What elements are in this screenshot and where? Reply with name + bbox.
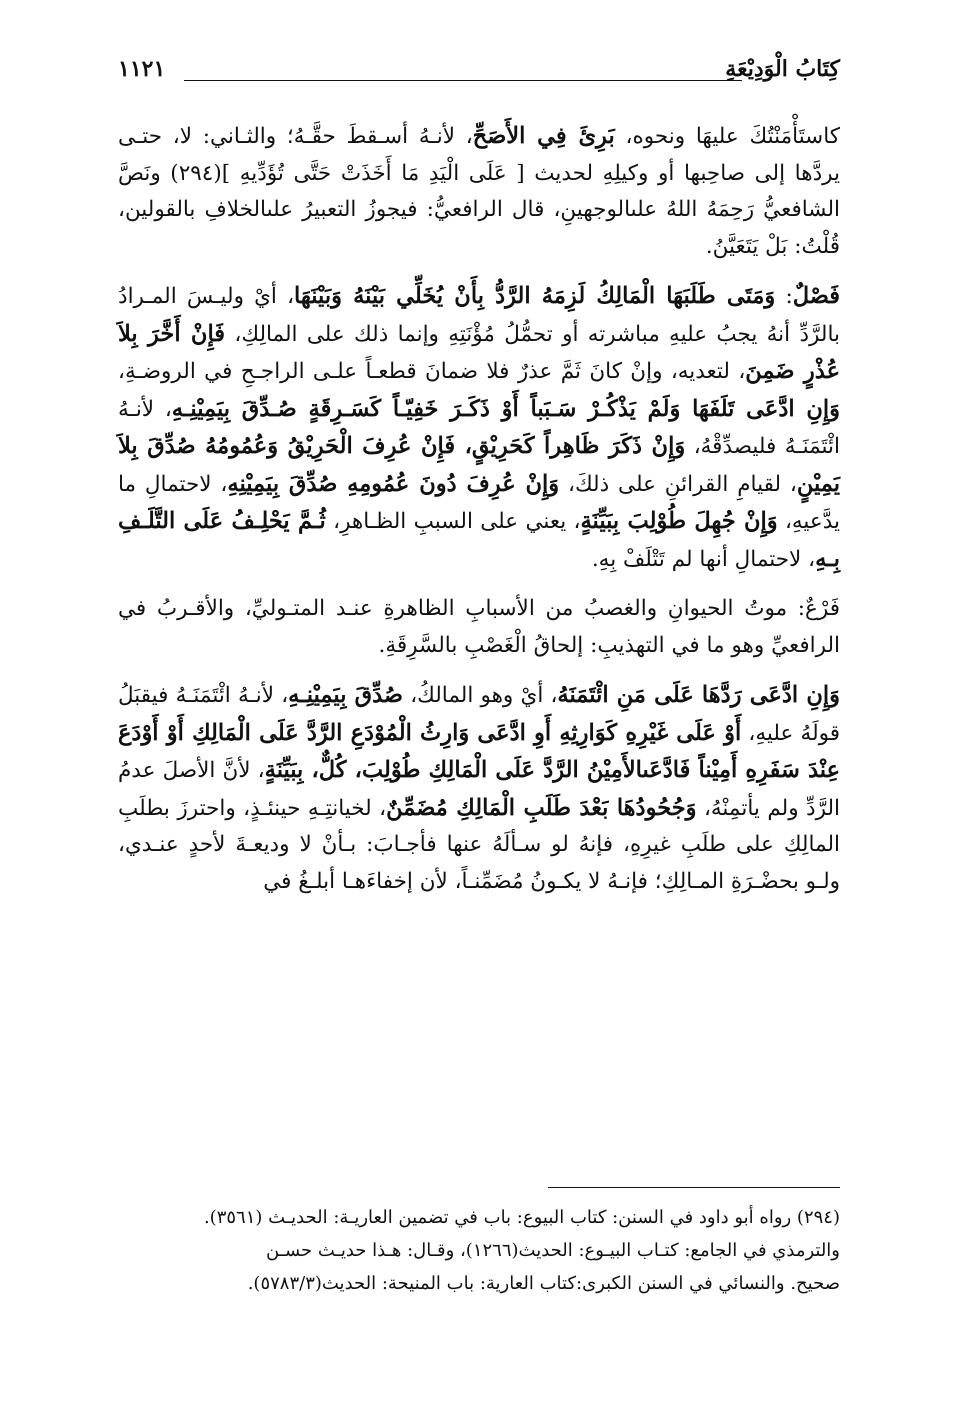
commentary-text: : بَلْ يَتَعَيَّنُ.	[705, 233, 802, 259]
paragraph	[118, 118, 840, 265]
page-header	[118, 56, 840, 96]
matn-text: فَإِنْ أَخَّرَ بِلاَ عُذْرٍ ضَمِنَ	[118, 320, 840, 384]
paragraph	[118, 591, 840, 664]
matn-text: فَصْلٌ	[792, 283, 840, 309]
commentary-text: ، لأنـهُ ائْتَمَنَـهُ فليصدِّقْهُ،	[118, 396, 840, 459]
footnote-line: والترمذي في الجامع: كتـاب البيـوع: الحديث(١٢٦٦)، وقـال: هـذا حديـث حسـن	[266, 1240, 840, 1261]
commentary-text: ، لأنَّ الأصلَ عدمُ الرَّدِّ ولم يأتمِنْهُ،	[118, 758, 841, 821]
footnote-line: (٢٩٤) رواه أبو داود في السنن: كتاب البيوع: باب في تضمين العاريـة: الحديـث (٣٥٦١).	[203, 1207, 840, 1228]
commentary-text: فَرْعٌ: موتُ الحيوانِ والغصبُ من الأسبابِ الظاهرةِ عنـد المتـوليِّ، والأقـربُ في الرافعيِّ وهو ما في التهذيبِ: إلحاقُ الْغَصْبِ بالسَّرِقَةِ.	[118, 596, 840, 658]
commentary-text: ، لاحتمالِ أنها لم تَتْلَفْ بِهِ.	[591, 546, 816, 572]
matn-text: وَمَتَى طَلَبَهَا الْمَالِكُ لَزِمَهُ الرَّدُّ بِأَنْ يُخَلِّي بَيْنَهُ وَبَيْنَهَا	[294, 283, 776, 309]
matn-text: وَإِنْ عُرِفَ دُونَ عُمُومِهِ صُدِّقَ بِيَمِيْنِهِ	[227, 470, 560, 497]
page-number: ١١٢١	[118, 56, 166, 82]
footnote-line: صحيح. والنسائي في السنن الكبرى:كتاب العارية: باب المنيحة: الحديث(٥٧٨٣/٣).	[247, 1273, 840, 1294]
commentary-text: ، أيْ وهو المالكُ،	[403, 683, 558, 708]
chapter-title: كِتَابُ الْوَدِيْعَةِ	[725, 56, 840, 82]
commentary-text: ، لاحتمالِ ما يدَّعيهِ،	[118, 471, 840, 534]
matn-text: وَإِنْ ذَكَرَ ظَاهِراً كَحَرِيْقٍ، فَإِنْ عُرِفَ الْحَرِيْقُ وَعُمُومُهُ صُدِّقَ بِلاَ يَمِيْنٍ	[118, 433, 840, 497]
paragraph	[118, 677, 840, 900]
matn-text: وَإِنِ ادَّعَى تَلَفَهَا وَلَمْ يَذْكُـرْ سَـبَباً أَوْ ذَكَـرَ خَفِيّـاً كَسَـرِقَةٍ صُـدِّقَ بِيَمِيْنِـهِ	[171, 395, 840, 422]
commentary-text: ، يعني على السببِ الظـاهرِ،	[325, 509, 581, 534]
matn-text: صُدِّقَ بِيَمِيْنِـهِ	[288, 682, 404, 708]
commentary-text: ، لقيامِ القرائنِ على ذلكَ،	[559, 471, 797, 497]
footnote-separator	[548, 1187, 840, 1188]
header-rule	[184, 80, 742, 81]
commentary-text: ، لخيانتِـهِ حينئـذٍ، واحترزَ بطلَبِ المالِكِ على طلَبِ غيرِهِ، فإنهُ لو سـألَهُ عنها فأجـابَ: بـأنْ لا وديعـةَ لأحدٍ عنـدي، ولـو بحضْـرَةِ المـالِكِ؛ فإنـهُ لا يكـونُ مُضَمِّنـاً، لأن إخفاءَهـا أبلـغُ في	[118, 795, 840, 894]
matn-text: أَوْ عَلَى غَيْرِهِ كَوَارِثِهِ أَوِ ادَّعَى وَارِثُ الْمُوْدَعِ الرَّدَّ عَلَى الْمَالِكِ أَوْ أَوْدَعَ عِنْدَ سَفَرِهِ أَمِيْناً فَادَّعَىالأَمِيْنُ الرَّدَّ عَلَى الْمَالِكِ طُوْلِبَ، كُلٌّ، بِبَيِّنَةٍ	[118, 719, 840, 783]
matn-text: بَرِئَ فِي الأَصَحِّ	[472, 123, 615, 149]
commentary-text: ، أيْ وليـسَ المـرادُ بالرَّدِّ أنهُ يجبُ عليهِ مباشرته أو تحمُّلُ مُؤْنَتِهِ وإنما ذلك على المالِكِ،	[118, 284, 840, 347]
matn-text: وَإِنْ جُهِلَ طُوْلِبَ بِبَيِّنَةٍ	[580, 508, 778, 534]
matn-text: وَجُحُودُهَا بَعْدَ طَلَبِ الْمَالِكِ مُضَمِّنٌ	[386, 794, 697, 821]
matn-text: ثُـمَّ يَحْلِـفُ عَلَى التَّلَـفِ بِـهِ	[118, 508, 840, 572]
main-text	[118, 118, 840, 913]
commentary-text: ، لتعديه، وإنْ كانَ ثَمَّ عذرٌ فلا ضمانَ قطعـاً علـى الراجـحِ في الروضـةِ،	[118, 359, 746, 384]
paragraph	[118, 278, 840, 578]
commentary-text: :	[775, 284, 793, 309]
commentary-text: ، لأنـهُ ائْتَمَنَـهُ فيقبَلُ قولَهُ عليهِ،	[118, 683, 840, 746]
commentary-text: ، لأنـهُ أسـقطَ حقَّـهُ؛ والثـاني: لا، حتـى يردَّها إلى صاحِبها أو وكيلِهِ لحديث [ عَلَى الْيَدِ مَا أَخَذَتْ حَتَّى تُؤَدِّيهِ ](٢٩٤) ونَصَّ الشافعيُّ رَحِمَهُ اللهُ علىالوجهينِ، قال الرافعيُّ: فيجوزُ التعبيرُ علىالخلافِ بالقولين،	[118, 124, 840, 222]
commentary-text: كاستَأْمَنْتُكَ عليهَا ونحوه،	[614, 124, 840, 149]
commentary-text: قُلْتُ	[801, 233, 840, 259]
matn-text: وَإِنِ ادَّعَى رَدَّهَا عَلَى مَنِ ائْتَمَنَهُ	[557, 682, 840, 708]
footnotes	[118, 1201, 840, 1300]
